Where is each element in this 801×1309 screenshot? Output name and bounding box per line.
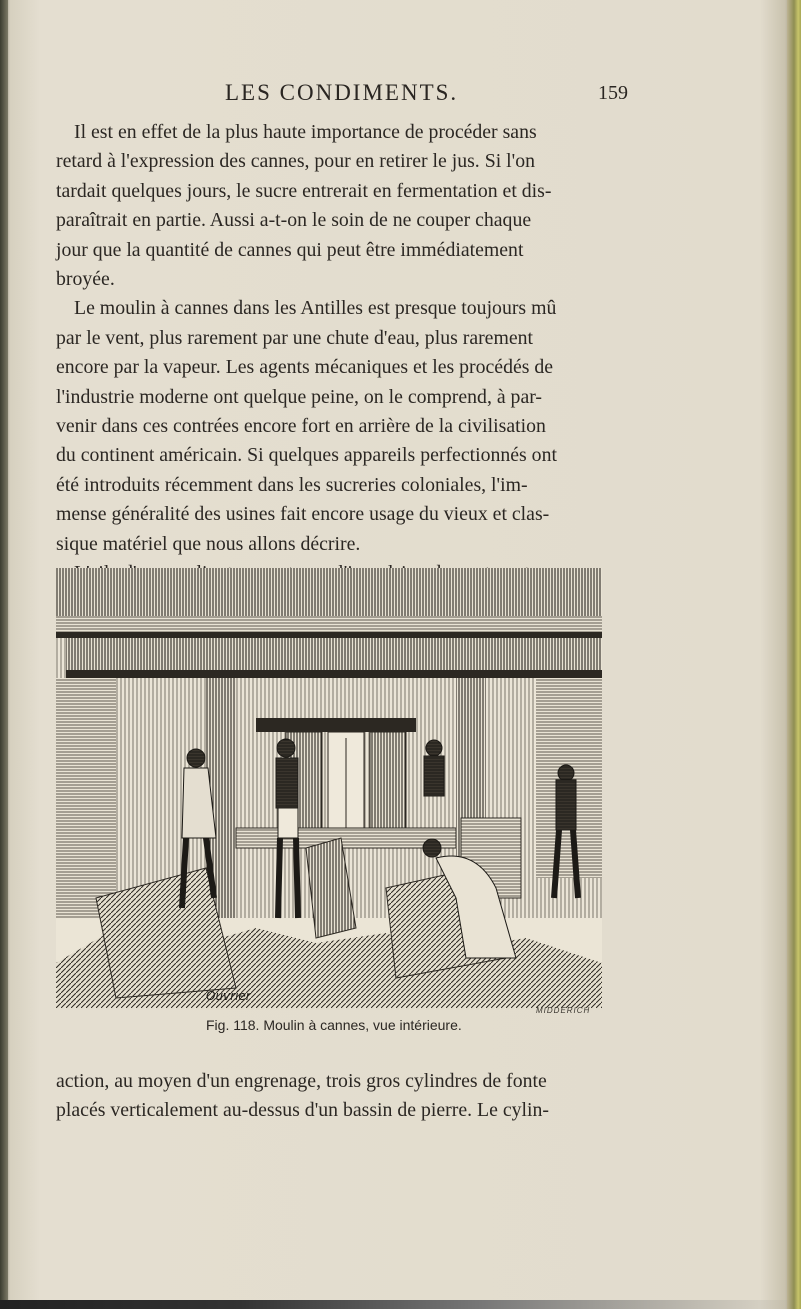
text-line: paraîtrait en partie. Aussi a-t-on le soin de ne couper chaque (56, 209, 532, 232)
text-line: par le vent, plus rarement par une chute d'eau, plus rarement (56, 326, 534, 349)
paragraph (56, 294, 616, 559)
worker-figure-mill (424, 740, 444, 796)
paragraph (56, 1067, 616, 1126)
plate-marking: Ouvrier (206, 989, 251, 1003)
text-line: action, au moyen d'un engrenage, trois gros cylindres de fonte (56, 1070, 547, 1092)
text-line: mense généralité des usines fait encore usage du vieux et clas- (56, 503, 550, 526)
text-line: placés verticalement au-dessus d'un bassin de pierre. Le cylin- (56, 1099, 549, 1122)
paragraph (56, 118, 616, 294)
text-line: tardait quelques jours, le sucre entrerait en fermentation et dis- (56, 179, 552, 202)
text-line: venir dans ces contrées encore fort en arrière de la civilisation (56, 415, 546, 438)
text-line: encore par la vapeur. Les agents mécaniques et les procédés de (56, 356, 554, 379)
text-line: broyée. (56, 268, 115, 291)
text-line: du continent américain. Si quelques appareils perfectionnés ont (56, 444, 557, 467)
engraver-signature: MIDDERICH (536, 1006, 591, 1015)
text-line: Il est en effet de la plus haute importance de procéder sans (74, 121, 537, 143)
page-bottom-edge (0, 1300, 801, 1309)
text-line: retard à l'expression des cannes, pour en retirer le jus. Si l'on (56, 150, 535, 173)
text-line: l'industrie moderne ont quelque peine, on le comprend, à par- (56, 385, 543, 408)
page-edge-left (0, 0, 8, 1309)
body-text-top (56, 118, 616, 589)
page-header (60, 80, 630, 110)
text-line: sique matériel que nous allons décrire. (56, 532, 361, 555)
text-line: jour que la quantité de cannes qui peut être immédiatement (56, 238, 524, 261)
page-number: 159 (598, 82, 628, 104)
sugar-mill-engraving (56, 568, 602, 1008)
figure-caption: Fig. 118. Moulin à cannes, vue intérieure. (206, 1017, 462, 1033)
page-edge-right (787, 0, 801, 1309)
text-line: Le moulin à cannes dans les Antilles est presque toujours mû (74, 297, 557, 320)
body-text-bottom (56, 1067, 616, 1126)
running-title: LES CONDIMENTS. (225, 80, 459, 105)
text-line: été introduits récemment dans les sucreries coloniales, l'im- (56, 473, 528, 496)
engraving-illustration (56, 568, 602, 1008)
